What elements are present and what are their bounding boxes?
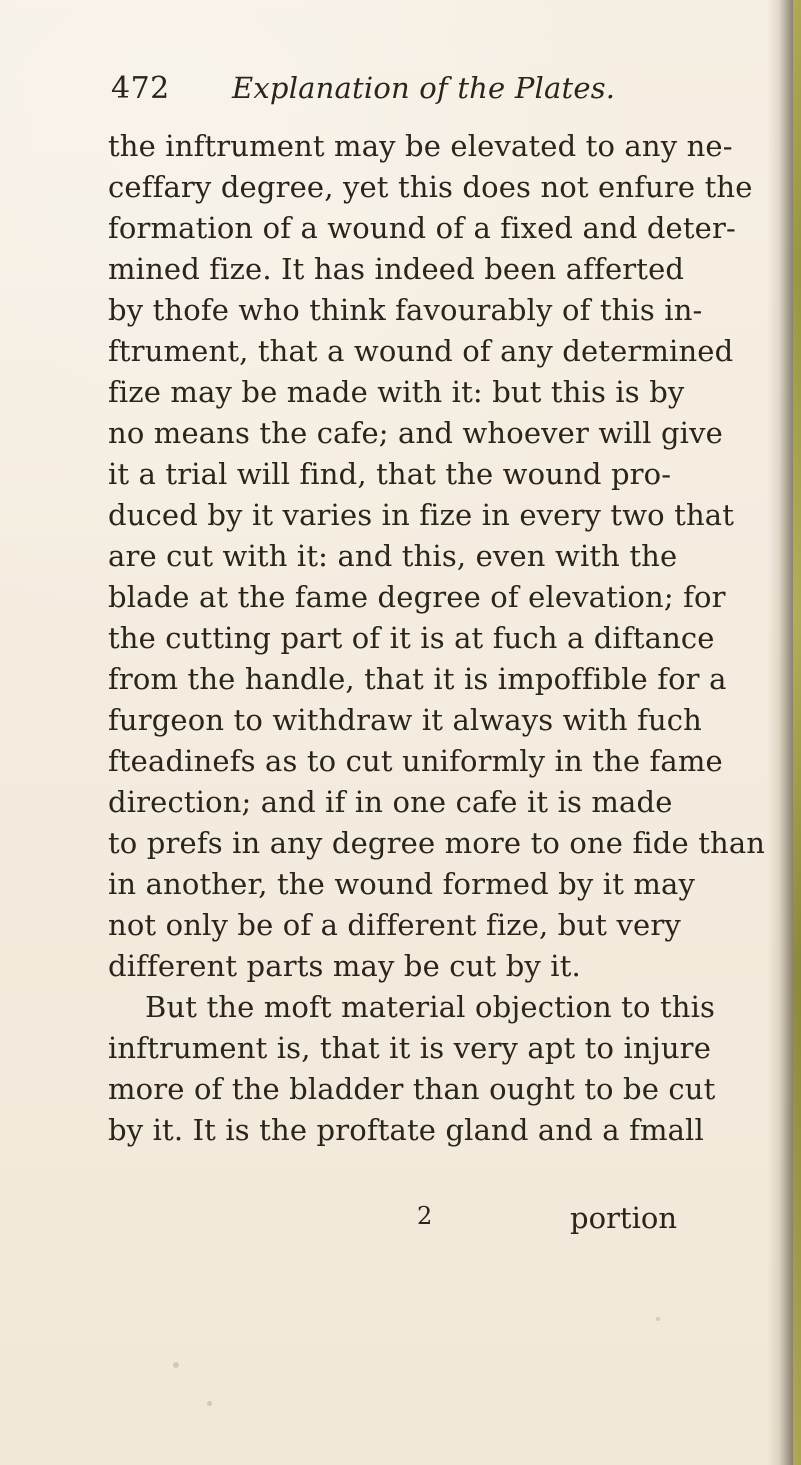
text-line-8: no means the cafe; and whoever will give [108, 416, 723, 450]
text-line-16: fteadinefs as to cut uniformly in the fame [108, 744, 723, 778]
text-line-19: in another, the wound formed by it may [108, 867, 696, 901]
text-line-5: by thofe who think favourably of this in- [108, 293, 703, 327]
catchword: portion [570, 1201, 677, 1235]
text-line-13: the cutting part of it is at fuch a diftance [108, 621, 715, 655]
text-line-18: to prefs in any degree more to one fide than [108, 826, 766, 860]
page-number: 472 [111, 71, 170, 106]
page-spine-band [793, 0, 801, 1465]
text-line-4: mined fize. It has indeed been afferted [108, 252, 685, 286]
text-line-12: blade at the fame degree of elevation; for [108, 580, 726, 614]
paper-speck [173, 1362, 179, 1368]
text-line-7: fize may be made with it: but this is by [108, 375, 685, 409]
text-line-24: more of the bladder than ought to be cut [108, 1072, 716, 1106]
signature-mark: 2 [417, 1202, 433, 1230]
running-title: Explanation of the Plates. [232, 71, 616, 105]
text-line-20: not only be of a different fize, but very [108, 908, 681, 942]
text-line-14: from the handle, that it is impoffible for a [108, 662, 727, 696]
text-line-2: ceffary degree, yet this does not enfure the [108, 170, 753, 204]
page-footer [108, 1201, 738, 1238]
text-line-23: inftrument is, that it is very apt to injure [108, 1031, 712, 1065]
text-line-3: formation of a wound of a fixed and deter- [108, 211, 736, 245]
text-line-11: are cut with it: and this, even with the [108, 539, 678, 573]
paper-speck [207, 1401, 212, 1406]
text-line-9: it a trial will find, that the wound pro- [108, 457, 672, 491]
text-line-22: But the moft material objection to this [145, 990, 716, 1024]
text-line-10: duced by it varies in fize in every two that [108, 498, 735, 532]
text-line-25: by it. It is the proftate gland and a fmall [108, 1113, 704, 1147]
paper-speck [656, 1317, 660, 1321]
text-line-15: furgeon to withdraw it always with fuch [108, 703, 703, 737]
page-header [111, 71, 631, 126]
text-line-17: direction; and if in one cafe it is made [108, 785, 673, 819]
text-line-21: different parts may be cut by it. [108, 949, 581, 983]
text-line-6: ftrument, that a wound of any determined [108, 334, 734, 368]
text-line-1: the inftrument may be elevated to any ne- [108, 129, 733, 163]
